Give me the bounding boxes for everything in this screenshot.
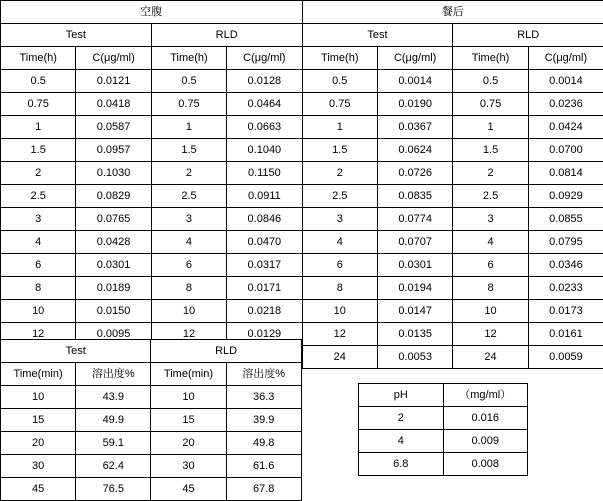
cell: 12 xyxy=(302,323,377,346)
cell: 12 xyxy=(151,323,226,346)
cell: 3 xyxy=(453,208,528,231)
pk-col-header: C(μg/ml) xyxy=(377,47,452,70)
cell: 0.0121 xyxy=(76,70,151,93)
dissolution-col-header: 溶出度% xyxy=(76,363,151,386)
cell: 6 xyxy=(453,254,528,277)
dissolution-arm-header-rld: RLD xyxy=(151,340,301,363)
cell: 0.5 xyxy=(453,70,528,93)
cell: 10 xyxy=(453,300,528,323)
cell: 2 xyxy=(302,162,377,185)
table-row xyxy=(1,386,302,409)
cell: 20 xyxy=(1,432,76,455)
cell: 1 xyxy=(151,116,226,139)
table-row xyxy=(359,407,528,430)
cell: 0.5 xyxy=(1,70,76,93)
cell: 0.0128 xyxy=(227,70,302,93)
cell: 0.0317 xyxy=(227,254,302,277)
cell: 0.0587 xyxy=(76,116,151,139)
cell: 15 xyxy=(151,409,226,432)
cell: 0.0129 xyxy=(227,323,302,346)
cell: 12 xyxy=(1,323,76,346)
cell: 0.0726 xyxy=(377,162,452,185)
cell: 45 xyxy=(151,478,226,501)
cell: 10 xyxy=(302,300,377,323)
cell: 8 xyxy=(302,277,377,300)
cell: 30 xyxy=(151,455,226,478)
pk-col-header: Time(h) xyxy=(302,47,377,70)
cell: 0.0835 xyxy=(377,185,452,208)
solubility-col-header-ph: pH xyxy=(359,384,444,407)
cell: 0.0624 xyxy=(377,139,452,162)
pk-arm-header-fasting-test: Test xyxy=(1,24,152,47)
cell: 0.0418 xyxy=(76,93,151,116)
table-row xyxy=(1,254,603,277)
cell: 61.6 xyxy=(226,455,301,478)
cell: 2 xyxy=(151,162,226,185)
dissolution-col-header: Time(min) xyxy=(151,363,226,386)
table-row xyxy=(359,453,528,476)
cell: 8 xyxy=(453,277,528,300)
cell: 24 xyxy=(453,346,528,369)
pk-column-header-row xyxy=(1,47,603,70)
cell: 0.0911 xyxy=(227,185,302,208)
pk-col-header: Time(h) xyxy=(1,47,76,70)
cell: 0.0218 xyxy=(227,300,302,323)
cell: 0.0053 xyxy=(377,346,452,369)
cell: 0.75 xyxy=(151,93,226,116)
solubility-table-block xyxy=(358,383,527,476)
cell: 0.0147 xyxy=(377,300,452,323)
solubility-column-header-row xyxy=(359,384,528,407)
cell: 0.0464 xyxy=(227,93,302,116)
cell: 3 xyxy=(302,208,377,231)
cell: 8 xyxy=(1,277,76,300)
pk-col-header: Time(h) xyxy=(453,47,528,70)
table-row xyxy=(1,478,302,501)
table-row xyxy=(1,300,603,323)
cell: 49.8 xyxy=(226,432,301,455)
pk-group-header-row xyxy=(1,1,603,24)
cell: 0.0236 xyxy=(528,93,603,116)
cell: 0.0014 xyxy=(377,70,452,93)
cell: 6 xyxy=(151,254,226,277)
cell: 2 xyxy=(1,162,76,185)
cell: 0.0814 xyxy=(528,162,603,185)
pk-arm-header-row xyxy=(1,24,603,47)
cell: 20 xyxy=(151,432,226,455)
cell: 0.0150 xyxy=(76,300,151,323)
cell: 43.9 xyxy=(76,386,151,409)
cell: 0.009 xyxy=(443,430,528,453)
cell: 0.0059 xyxy=(528,346,603,369)
cell: 62.4 xyxy=(76,455,151,478)
cell: 0.5 xyxy=(302,70,377,93)
cell: 0.0470 xyxy=(227,231,302,254)
cell: 0.0189 xyxy=(76,277,151,300)
table-row xyxy=(359,430,528,453)
pk-arm-header-fed-rld: RLD xyxy=(453,24,603,47)
cell: 1 xyxy=(453,116,528,139)
cell: 2 xyxy=(453,162,528,185)
pk-arm-header-fed-test: Test xyxy=(302,24,453,47)
cell: 15 xyxy=(1,409,76,432)
cell: 49.9 xyxy=(76,409,151,432)
cell: 0.016 xyxy=(443,407,528,430)
cell: 0.0428 xyxy=(76,231,151,254)
table-row xyxy=(1,208,603,231)
cell: 1.5 xyxy=(1,139,76,162)
solubility-table xyxy=(358,383,528,476)
cell: 0.0233 xyxy=(528,277,603,300)
cell: 0.0014 xyxy=(528,70,603,93)
cell: 0.0161 xyxy=(528,323,603,346)
cell: 10 xyxy=(1,300,76,323)
cell: 12 xyxy=(453,323,528,346)
cell: 0.0095 xyxy=(76,323,151,346)
table-row xyxy=(1,409,302,432)
dissolution-table xyxy=(0,339,302,501)
dissolution-column-header-row xyxy=(1,363,302,386)
pk-group-header-fed: 餐后 xyxy=(302,1,603,24)
dissolution-arm-header-test: Test xyxy=(1,340,151,363)
cell: 4 xyxy=(1,231,76,254)
cell: 0.0424 xyxy=(528,116,603,139)
cell: 0.0194 xyxy=(377,277,452,300)
cell: 0.0171 xyxy=(227,277,302,300)
cell: 0.0846 xyxy=(227,208,302,231)
cell: 30 xyxy=(1,455,76,478)
cell: 76.5 xyxy=(76,478,151,501)
dissolution-col-header: Time(min) xyxy=(1,363,76,386)
cell: 6 xyxy=(302,254,377,277)
table-row xyxy=(1,231,603,254)
cell: 0.0774 xyxy=(377,208,452,231)
pk-col-header: C(μg/ml) xyxy=(528,47,603,70)
cell: 2.5 xyxy=(453,185,528,208)
cell: 0.75 xyxy=(302,93,377,116)
cell: 0.75 xyxy=(453,93,528,116)
cell: 0.0700 xyxy=(528,139,603,162)
cell: 0.0795 xyxy=(528,231,603,254)
cell: 1.5 xyxy=(151,139,226,162)
cell: 3 xyxy=(151,208,226,231)
table-row xyxy=(1,162,603,185)
cell: 24 xyxy=(302,346,377,369)
cell: 0.0301 xyxy=(76,254,151,277)
cell: 0.0957 xyxy=(76,139,151,162)
table-row xyxy=(1,116,603,139)
cell: 2.5 xyxy=(1,185,76,208)
cell: 67.8 xyxy=(226,478,301,501)
pk-col-header: Time(h) xyxy=(151,47,226,70)
cell: 0.0346 xyxy=(528,254,603,277)
pk-col-header: C(μg/ml) xyxy=(76,47,151,70)
cell: 4 xyxy=(302,231,377,254)
cell: 0.0367 xyxy=(377,116,452,139)
table-row xyxy=(1,185,603,208)
cell: 10 xyxy=(151,300,226,323)
cell: 39.9 xyxy=(226,409,301,432)
cell: 0.0765 xyxy=(76,208,151,231)
cell: 1 xyxy=(1,116,76,139)
dissolution-table-block xyxy=(0,339,301,501)
cell: 45 xyxy=(1,478,76,501)
cell: 0.0663 xyxy=(227,116,302,139)
cell: 0.0829 xyxy=(76,185,151,208)
table-row xyxy=(1,93,603,116)
table-row xyxy=(1,277,603,300)
cell: 1.5 xyxy=(453,139,528,162)
table-row xyxy=(1,139,603,162)
cell: 0.0135 xyxy=(377,323,452,346)
cell: 0.75 xyxy=(1,93,76,116)
pk-group-header-fasting: 空腹 xyxy=(1,1,303,24)
cell: 0.1030 xyxy=(76,162,151,185)
table-row xyxy=(1,432,302,455)
cell: 36.3 xyxy=(226,386,301,409)
cell: 4 xyxy=(151,231,226,254)
cell: 4 xyxy=(359,430,444,453)
cell: 6 xyxy=(1,254,76,277)
cell: 0.0173 xyxy=(528,300,603,323)
cell: 10 xyxy=(1,386,76,409)
pk-arm-header-fasting-rld: RLD xyxy=(151,24,302,47)
cell: 4 xyxy=(453,231,528,254)
dissolution-arm-header-row xyxy=(1,340,302,363)
table-row xyxy=(1,70,603,93)
cell: 0.008 xyxy=(443,453,528,476)
dissolution-col-header: 溶出度% xyxy=(226,363,301,386)
cell: 1 xyxy=(302,116,377,139)
cell: 0.1150 xyxy=(227,162,302,185)
cell: 0.0855 xyxy=(528,208,603,231)
cell: 0.5 xyxy=(151,70,226,93)
cell: 3 xyxy=(1,208,76,231)
cell: 59.1 xyxy=(76,432,151,455)
solubility-col-header-unit: （mg/ml） xyxy=(443,384,528,407)
cell: 10 xyxy=(151,386,226,409)
cell: 6.8 xyxy=(359,453,444,476)
cell: 2 xyxy=(359,407,444,430)
cell: 0.0301 xyxy=(377,254,452,277)
cell: 0.0929 xyxy=(528,185,603,208)
cell: 0.0190 xyxy=(377,93,452,116)
cell: 0.1040 xyxy=(227,139,302,162)
cell: 8 xyxy=(151,277,226,300)
cell: 2.5 xyxy=(302,185,377,208)
cell: 2.5 xyxy=(151,185,226,208)
cell: 0.0707 xyxy=(377,231,452,254)
cell: 1.5 xyxy=(302,139,377,162)
pk-col-header: C(μg/ml) xyxy=(227,47,302,70)
table-row xyxy=(1,455,302,478)
